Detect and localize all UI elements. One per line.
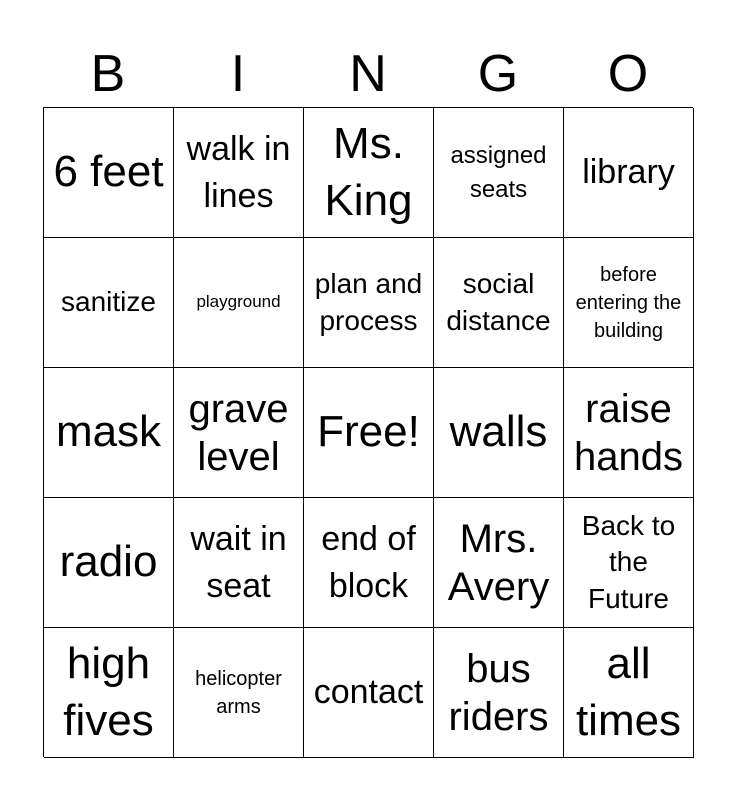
cell-text: Mrs. Avery bbox=[447, 516, 550, 609]
cell-text: walls bbox=[449, 407, 548, 457]
cell-text: playground bbox=[196, 292, 281, 312]
cell-text: wait in seat bbox=[190, 519, 287, 605]
bingo-cell[interactable] bbox=[304, 108, 434, 238]
bingo-header bbox=[43, 40, 693, 108]
cell-text: raise hands bbox=[574, 386, 683, 479]
bingo-cell[interactable] bbox=[434, 108, 564, 238]
bingo-cell[interactable] bbox=[564, 498, 694, 628]
bingo-cell[interactable] bbox=[44, 628, 174, 758]
bingo-cell[interactable] bbox=[304, 498, 434, 628]
bingo-cell[interactable] bbox=[564, 628, 694, 758]
bingo-cell[interactable] bbox=[174, 498, 304, 628]
cell-text: library bbox=[582, 153, 675, 192]
cell-text: plan and process bbox=[314, 268, 423, 336]
header-letter-g: G bbox=[477, 45, 519, 103]
bingo-cell[interactable] bbox=[174, 368, 304, 498]
bingo-cell[interactable] bbox=[174, 108, 304, 238]
header-letter-n: N bbox=[349, 45, 387, 103]
cell-text: Free! bbox=[317, 407, 420, 457]
bingo-cell[interactable] bbox=[304, 238, 434, 368]
bingo-cell free-space[interactable] bbox=[304, 368, 434, 498]
cell-text: social distance bbox=[446, 268, 551, 336]
bingo-cell[interactable] bbox=[174, 628, 304, 758]
cell-text: mask bbox=[55, 407, 162, 457]
bingo-cell[interactable] bbox=[434, 238, 564, 368]
header-letter-i: I bbox=[230, 45, 246, 103]
cell-text: end of block bbox=[321, 519, 416, 605]
cell-text: Back to the Future bbox=[581, 509, 676, 614]
bingo-cell[interactable] bbox=[44, 238, 174, 368]
cell-text: before entering the building bbox=[575, 263, 682, 342]
cell-text: all times bbox=[575, 639, 682, 745]
cell-text: 6 feet bbox=[53, 147, 164, 197]
cell-text: bus riders bbox=[448, 646, 549, 739]
bingo-cell[interactable] bbox=[434, 628, 564, 758]
cell-text: helicopter arms bbox=[195, 667, 282, 718]
bingo-cell[interactable] bbox=[174, 238, 304, 368]
cell-text: assigned seats bbox=[450, 141, 547, 203]
bingo-cell[interactable] bbox=[434, 498, 564, 628]
cell-text: contact bbox=[313, 673, 424, 712]
header-letter-o: O bbox=[607, 45, 649, 103]
cell-text: Ms. King bbox=[324, 119, 413, 225]
bingo-cell[interactable] bbox=[44, 368, 174, 498]
bingo-cell[interactable] bbox=[434, 368, 564, 498]
bingo-cell[interactable] bbox=[564, 368, 694, 498]
cell-text: walk in lines bbox=[186, 129, 291, 215]
bingo-cell[interactable] bbox=[44, 108, 174, 238]
cell-text: grave level bbox=[188, 386, 289, 479]
bingo-cell[interactable] bbox=[564, 108, 694, 238]
header-letter-b: B bbox=[90, 45, 126, 103]
bingo-cell[interactable] bbox=[44, 498, 174, 628]
cell-text: radio bbox=[59, 537, 158, 587]
cell-text: sanitize bbox=[61, 286, 156, 318]
bingo-cell[interactable] bbox=[304, 628, 434, 758]
cell-text: high fives bbox=[63, 639, 154, 745]
bingo-cell[interactable] bbox=[564, 238, 694, 368]
bingo-board bbox=[43, 107, 693, 757]
